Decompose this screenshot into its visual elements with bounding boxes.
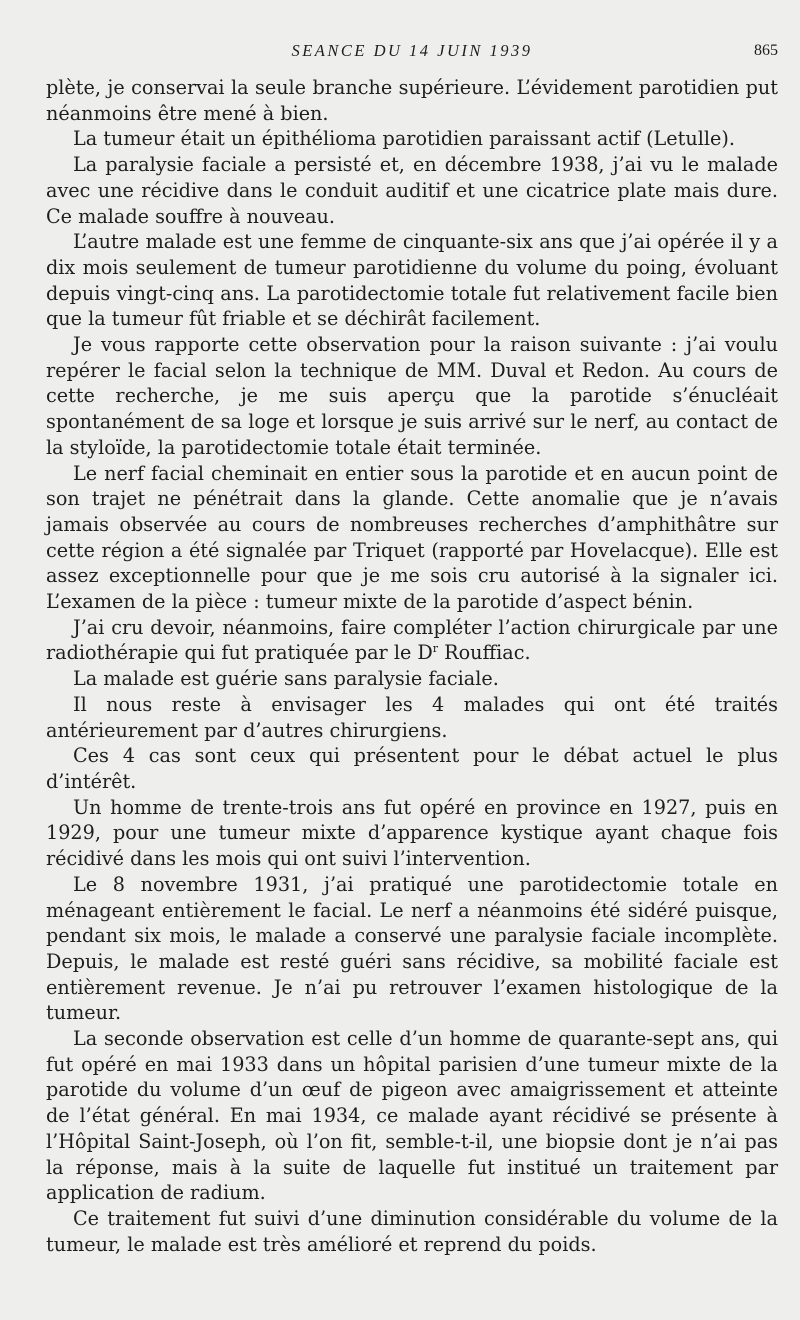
paragraph-novembre-1931: Le 8 novembre 1931, j’ai pratiqué une parotidectomie totale en ménageant entièrement le facial. Le nerf a néanmoins été sidéré puisque, pendant six mois, le malade a conservé une paralysie faciale incomplète. Depuis, le malade est resté guéri sans récidive, sa mobilité faciale est entièrement revenue. Je n’ai pu retrouver l’examen histologique de la tumeur. [46,872,778,1025]
paragraph-homme-trente-trois: Un homme de trente-trois ans fut opéré en province en 1927, puis en 1929, pour une tumeur mixte d’apparence kystique ayant chaque fois récidivé dans les mois qui ont suivi l’intervention. [46,795,778,871]
paragraph-tumeur-epithelioma: La tumeur était un épithélioma parotidien paraissant actif (Letulle). [73,127,735,151]
paragraph-paralysie-faciale: La paralysie faciale a persisté et, en décembre 1938, j’ai vu le malade avec une récidive dans le conduit auditif et une cicatrice plate mais dure. Ce malade souffre à nouveau. [46,153,778,228]
page-number: 865 [754,42,778,59]
radiotherapie-text: J’ai cru devoir, néanmoins, faire compléter l’action chirurgicale par une radiothérapie qui fut pratiquée par le D [46,615,778,665]
paragraph-autre-malade: L’autre malade est une femme de cinquante-six ans que j’ai opérée il y a dix mois seulement de tumeur parotidienne du volume du poing, évoluant depuis vingt-cinq ans. La parotidectomie totale fut relativement facile bien que la tumeur fût friable et se déchirât facilement. [46,230,778,331]
paragraph-nerf-facial: Le nerf facial cheminait en entier sous la parotide et en aucun point de son trajet ne pénétrait dans la glande. Cette anomalie que je n’avais jamais observée au cours de nombreuses recherches d’amphithâtre sur cette région a été signalée par Triquet (rapporté par Hovelacque). Elle est assez exceptionnelle pour que je me sois cru autorisé à la signaler ici. L’examen de la pièce : tumeur mixte de la parotide d’aspect bénin. [46,461,778,614]
paragraph-traitement-radium: Ce traitement fut suivi d’une diminution considérable du volume de la tumeur, le malade est très amélioré et reprend du poids. [46,1206,778,1256]
paragraph-observation: Je vous rapporte cette observation pour la raison suivante : j’ai voulu repérer le facial selon la technique de MM. Duval et Redon. Au cours de cette recherche, je me suis aperçu que la parotide s’énucléait spontanément de sa loge et lorsque je suis arrivé sur le nerf, au contact de la styloïde, la parotidectomie totale était terminée. [46,333,778,459]
rouffiac-name: Rouffiac. [438,641,531,665]
page-header [46,38,778,64]
doctor-superscript: r [432,642,439,656]
paragraph-quatre-malades: Il nous reste à envisager les 4 malades qui ont été traités antérieurement par d’autres chirurgiens. [46,692,778,742]
running-title: SEANCE DU 14 JUIN 1939 [291,41,533,60]
body-text [46,75,778,1257]
paragraph-seconde-observation: La seconde observation est celle d’un homme de quarante-sept ans, qui fut opéré en mai 1933 dans un hôpital parisien d’une tumeur mixte de la parotide du volume d’un œuf de pigeon avec amaigrissement et atteinte de l’état général. En mai 1934, ce malade ayant récidivé se présente à l’Hôpital Saint-Joseph, où l’on fit, semble-t-il, une biopsie dont je n’ai pas la réponse, mais à la suite de laquelle fut institué un traitement par application de radium. [46,1027,778,1205]
paragraph-continuation: plète, je conservai la seule branche supérieure. L’évidement parotidien put néanmoins être mené à bien. [46,76,778,125]
paragraph-guerie: La malade est guérie sans paralysie faciale. [73,667,499,691]
paragraph-radiotherapie [46,615,778,666]
paragraph-quatre-cas: Ces 4 cas sont ceux qui présentent pour le débat actuel le plus d’intérêt. [46,744,778,793]
